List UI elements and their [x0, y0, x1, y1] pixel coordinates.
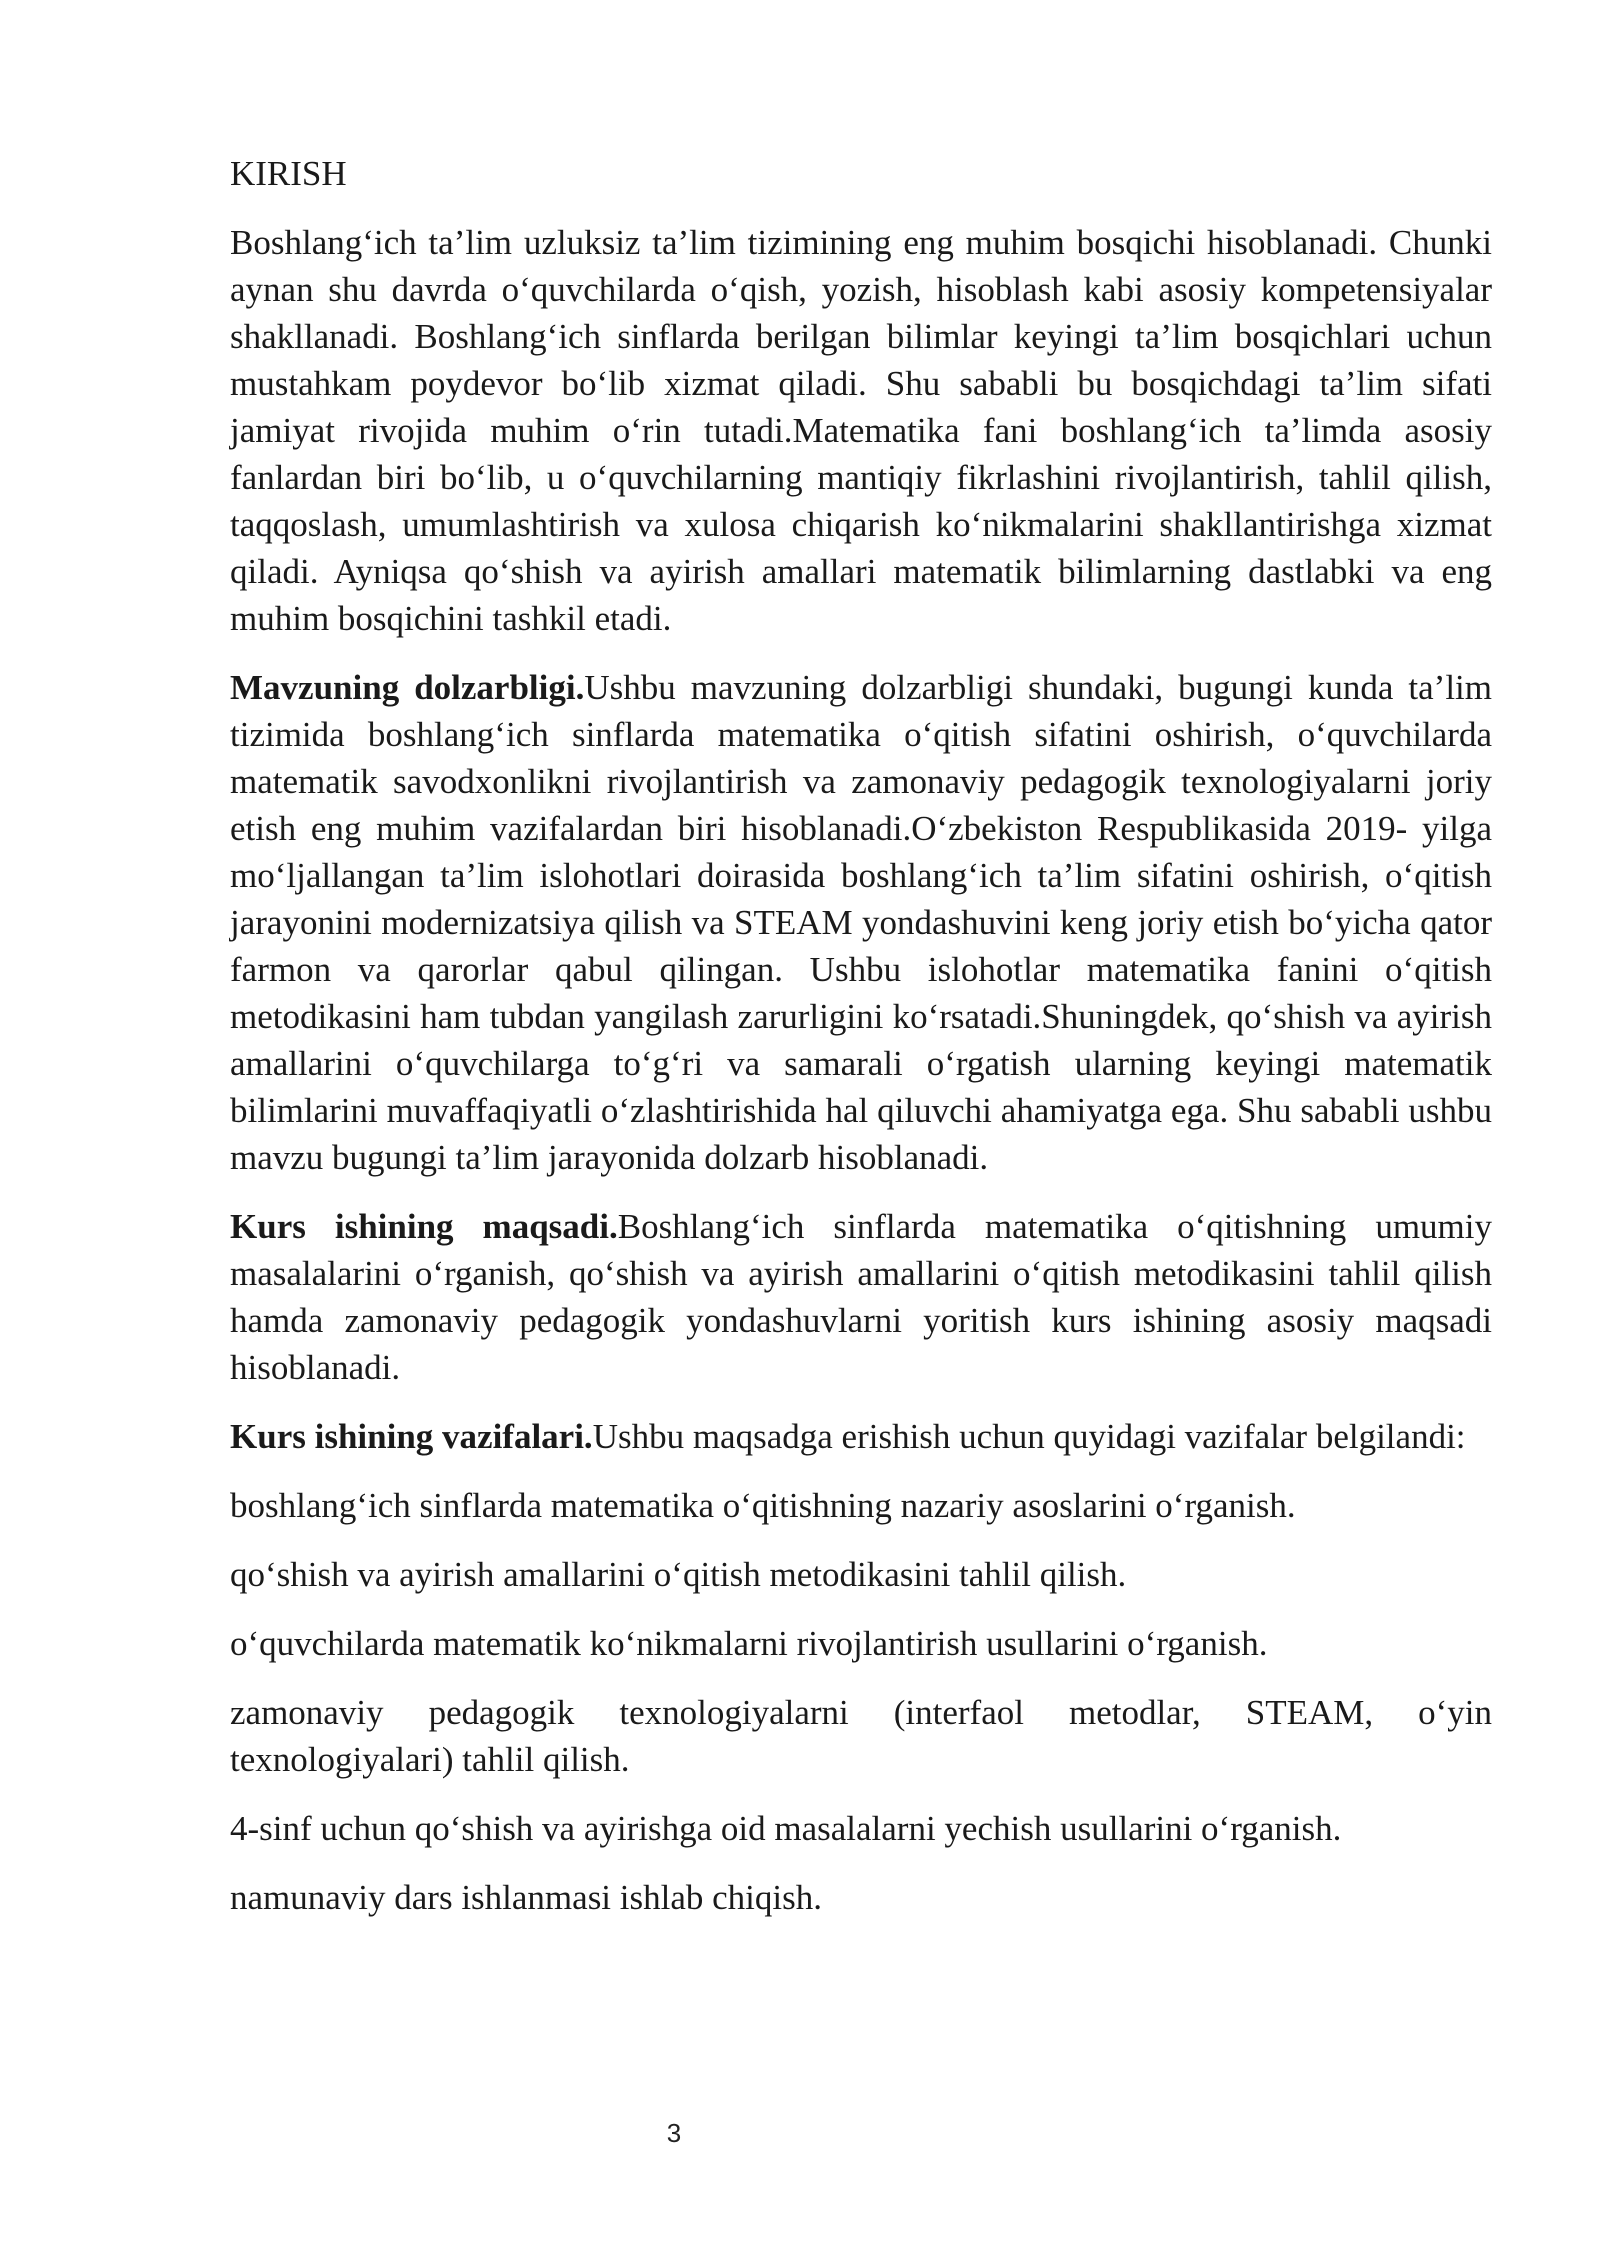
document-page: [230, 150, 1492, 1943]
task-item: qo‘shish va ayirish amallarini o‘qitish metodikasini tahlil qilish.: [230, 1555, 1127, 1594]
relevance-label: Mavzuning dolzarbligi.: [230, 668, 585, 707]
intro-paragraph: Boshlang‘ich ta’lim uzluksiz ta’lim tizimining eng muhim bosqichi hisoblanadi. Chunki aynan shu davrda o‘quvchilarda o‘qish, yozish, hisoblash kabi asosiy kompetensiyalar shakllanadi. Boshlang‘ich sinflarda berilgan bilimlar keyingi ta’lim bosqichlari uchun mustahkam poydevor bo‘lib xizmat qiladi. Shu sababli bu bosqichdagi ta’lim sifati jamiyat rivojida muhim o‘rin tutadi.Matematika fani boshlang‘ich ta’limda asosiy fanlardan biri bo‘lib, u o‘quvchilarning mantiqiy fikrlashini rivojlantirish, tahlil qilish, taqqoslash, umumlashtirish va xulosa chiqarish ko‘nikmalarini shakllantirishga xizmat qiladi. Ayniqsa qo‘shish va ayirish amallari matematik bilimlarning dastlabki va eng muhim bosqichini tashkil etadi.: [230, 223, 1492, 638]
task-item: boshlang‘ich sinflarda matematika o‘qitishning nazariy asoslarini o‘rganish.: [230, 1486, 1296, 1525]
goal-label: Kurs ishining maqsadi.: [230, 1207, 618, 1246]
page-number: 3: [666, 2118, 682, 2148]
tasks-text: Ushbu maqsadga erishish uchun quyidagi vazifalar belgilandi:: [592, 1417, 1466, 1456]
goal-paragraph: [230, 1203, 1492, 1391]
task-item: o‘quvchilarda matematik ko‘nikmalarni rivojlantirish usullarini o‘rganish.: [230, 1624, 1268, 1663]
relevance-paragraph: [230, 664, 1492, 1181]
task-item: namunaviy dars ishlanmasi ishlab chiqish.: [230, 1878, 822, 1917]
tasks-paragraph: [230, 1413, 1492, 1460]
goal-text: Boshlang‘ich sinflarda matematika o‘qitishning umumiy masalalarini o‘rganish, qo‘shish va ayirish amallarini o‘qitish metodikasini tahlil qilish hamda zamonaviy pedagogik yondashuvlarni yoritish kurs ishining asosiy maqsadi hisoblanadi.: [230, 1207, 1492, 1387]
section-heading: KIRISH: [230, 154, 347, 193]
task-item: zamonaviy pedagogik texnologiyalarni (interfaol metodlar, STEAM, o‘yin texnologiyalari) tahlil qilish.: [230, 1693, 1492, 1779]
tasks-label: Kurs ishining vazifalari.: [230, 1417, 593, 1456]
relevance-text: Ushbu mavzuning dolzarbligi shundaki, bugungi kunda ta’lim tizimida boshlang‘ich sinflarda matematika o‘qitish sifatini oshirish, o‘quvchilarda matematik savodxonlikni rivojlantirish va zamonaviy pedagogik texnologiyalarni joriy etish eng muhim vazifalardan biri hisoblanadi.O‘zbekiston Respublikasida 2019- yilga mo‘ljallangan ta’lim islohotlari doirasida boshlang‘ich ta’lim sifatini oshirish, o‘qitish jarayonini modernizatsiya qilish va STEAM yondashuvini keng joriy etish bo‘yicha qator farmon va qarorlar qabul qilingan. Ushbu islohotlar matematika fanini o‘qitish metodikasini ham tubdan yangilash zarurligini ko‘rsatadi.Shuningdek, qo‘shish va ayirish amallarini o‘quvchilarga to‘g‘ri va samarali o‘rgatish ularning keyingi matematik bilimlarini muvaffaqiyatli o‘zlashtirishida hal qiluvchi ahamiyatga ega. Shu sababli ushbu mavzu bugungi ta’lim jarayonida dolzarb hisoblanadi.: [230, 668, 1492, 1177]
task-item: 4-sinf uchun qo‘shish va ayirishga oid masalalarni yechish usullarini o‘rganish.: [230, 1809, 1342, 1848]
